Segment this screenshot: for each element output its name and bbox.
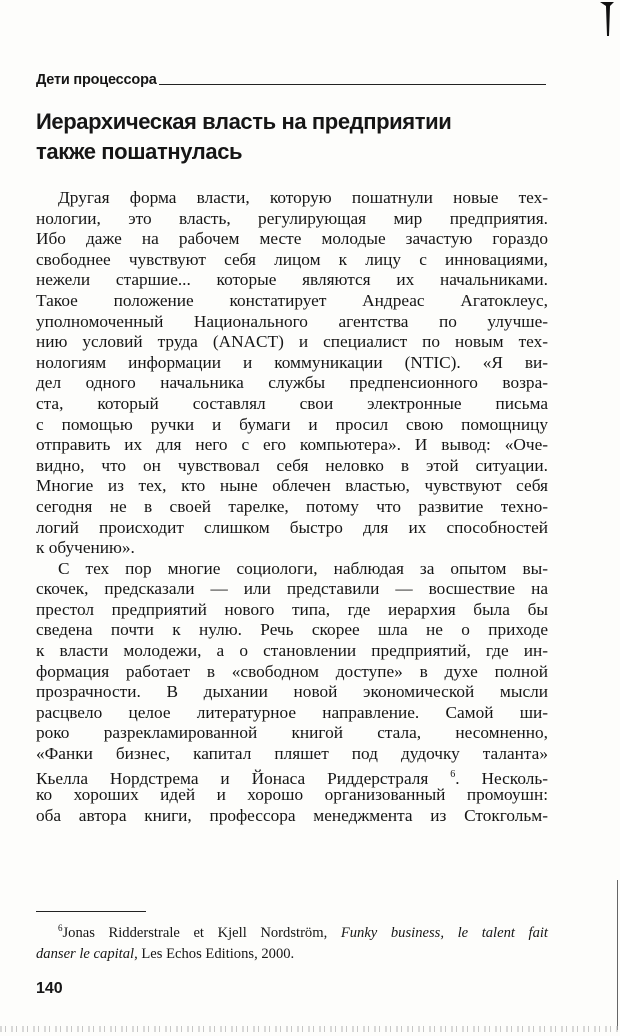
body-line: нологиям информации и коммуникации (NTIC). «Я ви-	[36, 352, 548, 372]
body-line: отправить их для него с его компьютера». И вывод: «Оче-	[36, 435, 548, 455]
chapter-title-line-2: также пошатнулась	[36, 139, 243, 164]
body-line: сегодня не в своей тарелке, потому что развитие техно-	[36, 496, 548, 516]
chapter-title-line-1: Иерархическая власть на предприятии	[36, 109, 452, 134]
body-line: видно, что он чувствовал себя неловко в этой ситуации.	[36, 455, 548, 475]
body-line: дел одного начальника службы предпенсионного возра-	[36, 373, 548, 393]
body-line: скочек, предсказали — или представили — восшествие на	[36, 579, 548, 599]
body-line: прозрачности. В дыхании новой экономической мысли	[36, 682, 548, 702]
body-line: уполномоченный Национального агентства по улучше-	[36, 311, 548, 331]
body-line: ко хороших идей и хорошо организованный промоушн:	[36, 785, 548, 805]
footnote-title-a: Funky business, le talent fait	[340, 925, 548, 941]
body-line: нологии, это власть, регулирующая мир предприятия.	[36, 208, 548, 228]
body-line: сведена почти к нулю. Речь скорее шла не о приходе	[36, 620, 548, 640]
body-line: Ибо даже на рабочем месте молодые зачастую гораздо	[36, 229, 548, 249]
body-line: расцвело целое литературное направление. Самой ши-	[36, 702, 548, 722]
footnote-line-2	[36, 944, 548, 965]
body-line: нежели старшие... которые являются их начальниками.	[36, 270, 548, 290]
footnote-text-b: , Les Echos Editions, 2000.	[134, 945, 295, 962]
body-line: Такое положение констатирует Андреас Агатоклеус,	[36, 290, 548, 310]
body-line-tail: . Несколь-	[455, 768, 548, 788]
body-line: нию условий труда (ANACT) и специалист по новым тех-	[36, 332, 548, 352]
body-line: Многие из тех, кто ныне облечен властью, чувствуют себя	[36, 476, 548, 496]
page-number: 140	[36, 980, 63, 997]
body-line-with-footnote-ref	[36, 765, 548, 786]
body-line: ста, который составлял свои электронные письма	[36, 393, 548, 413]
body-line: логий происходит слишком быстро для их способностей	[36, 517, 548, 537]
body-line: формация работает в «свободном доступе» в духе полной	[36, 661, 548, 681]
footnote-number: 6	[58, 923, 63, 933]
body-line: «Фанки бизнес, капитал пляшет под дудочку таланта»	[36, 744, 548, 764]
body-line: с помощью ручки и бумаги и просил свою помощницу	[36, 414, 548, 434]
body-line: к власти молодежи, а о становлении предприятий, где ин-	[36, 641, 548, 661]
chapter-title	[36, 107, 556, 167]
footnote-title-b: danser le capital	[36, 945, 135, 962]
page-edge-shadow	[617, 880, 619, 1030]
scan-bottom-edge	[0, 1026, 620, 1032]
footnote-text-a: Jonas Ridderstrale et Kjell Nordström,	[62, 925, 341, 941]
footnote-rule	[36, 911, 146, 912]
footnote-line-1	[36, 918, 548, 944]
footnote	[36, 918, 548, 964]
body-line-text: Кьелла Нордстрема и Йонаса Риддерстраля	[36, 768, 429, 788]
body-line: свободнее чувствуют себя лицом к лицу с инновациями,	[36, 249, 548, 269]
body-line: С тех пор многие социологи, наблюдая за опытом вы-	[58, 558, 548, 578]
body-line: престол предприятий нового типа, где иерархия была бы	[36, 599, 548, 619]
running-head	[36, 72, 546, 88]
body-text	[36, 188, 548, 826]
body-line: роко разрекламированной книгой стала, несомненно,	[36, 723, 548, 743]
body-line: к обучению».	[36, 538, 135, 558]
running-head-text: Дети процессора	[36, 72, 157, 88]
running-head-rule	[159, 84, 546, 85]
page-corner-mark	[600, 0, 614, 36]
footnote-reference: 6	[450, 768, 456, 780]
body-line: оба автора книги, профессора менеджмента из Стокгольм-	[36, 805, 548, 825]
body-line: Другая форма власти, которую пошатнули новые тех-	[58, 188, 548, 207]
